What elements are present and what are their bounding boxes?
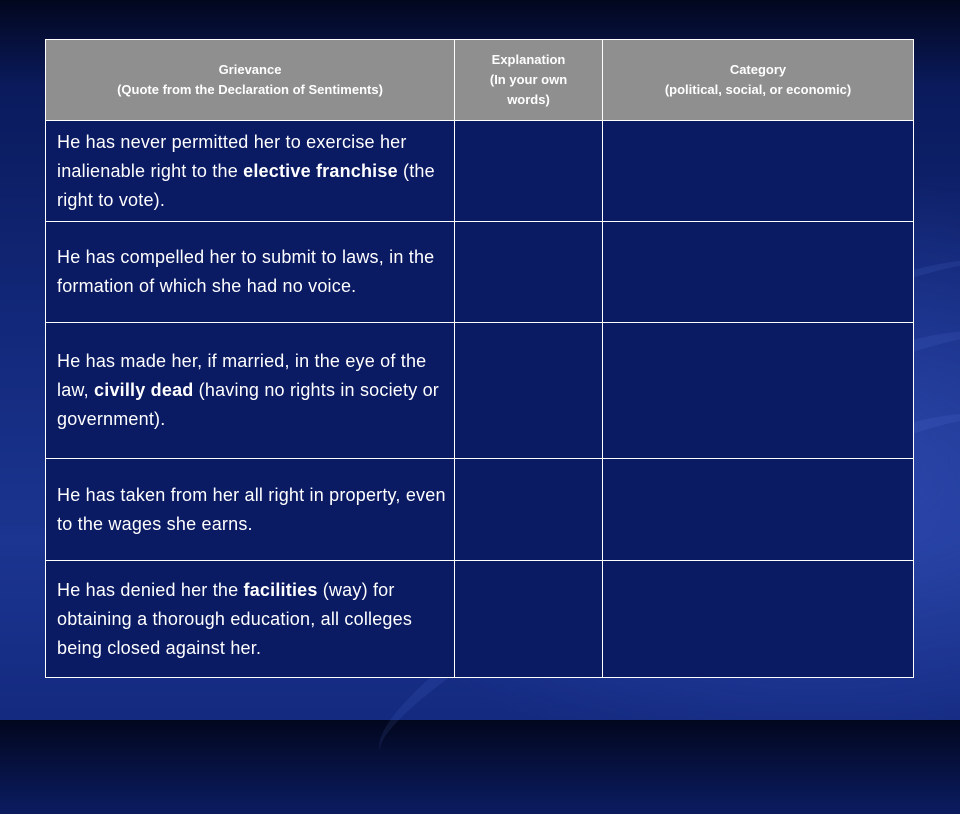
category-cell[interactable]: [603, 222, 914, 323]
table-row: [46, 561, 914, 678]
category-cell[interactable]: [603, 121, 914, 222]
grievance-text: He has never permitted her to exercise her inalienable right to the: [57, 131, 407, 181]
header-grievance-title: Grievance: [218, 62, 282, 77]
grievance-table: [45, 39, 914, 678]
grievance-text: He has compelled her to submit to laws, in the formation of which she had no voice.: [57, 247, 435, 296]
grievance-text: (the right to vote).: [57, 160, 435, 210]
table-header-row: [46, 40, 914, 121]
table-row: [46, 222, 914, 323]
grievance-cell: [46, 323, 455, 459]
header-explanation: [455, 40, 603, 121]
table-row: [46, 459, 914, 561]
table-row: [46, 121, 914, 222]
header-explanation-title: Explanation: [491, 52, 566, 67]
category-cell[interactable]: [603, 459, 914, 561]
explanation-cell[interactable]: [455, 459, 603, 561]
grievance-text: (having no rights in society or government).: [57, 380, 439, 429]
header-explanation-subtitle-2: words): [507, 92, 550, 107]
explanation-cell[interactable]: [455, 121, 603, 222]
header-grievance-subtitle: (Quote from the Declaration of Sentiments): [117, 82, 383, 97]
table-row: [46, 323, 914, 459]
grievance-key-term: elective franchise: [243, 160, 398, 181]
explanation-cell[interactable]: [455, 561, 603, 678]
grievance-cell: [46, 561, 455, 678]
grievance-key-term: civilly dead: [94, 380, 194, 400]
explanation-cell[interactable]: [455, 222, 603, 323]
header-category-subtitle: (political, social, or economic): [664, 82, 852, 97]
grievance-text: He has taken from her all right in property, even to the wages she earns.: [57, 484, 446, 534]
header-grievance: [46, 40, 455, 121]
grievance-cell: [46, 459, 455, 561]
header-category: [603, 40, 914, 121]
grievance-text: He has made her, if married, in the eye of the law,: [57, 351, 427, 400]
grievance-text: He has denied her the: [57, 579, 244, 600]
grievance-cell: [46, 121, 455, 222]
category-cell[interactable]: [603, 561, 914, 678]
grievance-key-term: facilities: [243, 579, 318, 600]
header-category-title: Category: [729, 62, 787, 77]
grievance-text: (way) for obtaining a thorough education, all colleges being closed against her.: [57, 579, 413, 658]
header-explanation-subtitle-1: (In your own: [489, 72, 568, 87]
category-cell[interactable]: [603, 323, 914, 459]
explanation-cell[interactable]: [455, 323, 603, 459]
grievance-cell: [46, 222, 455, 323]
